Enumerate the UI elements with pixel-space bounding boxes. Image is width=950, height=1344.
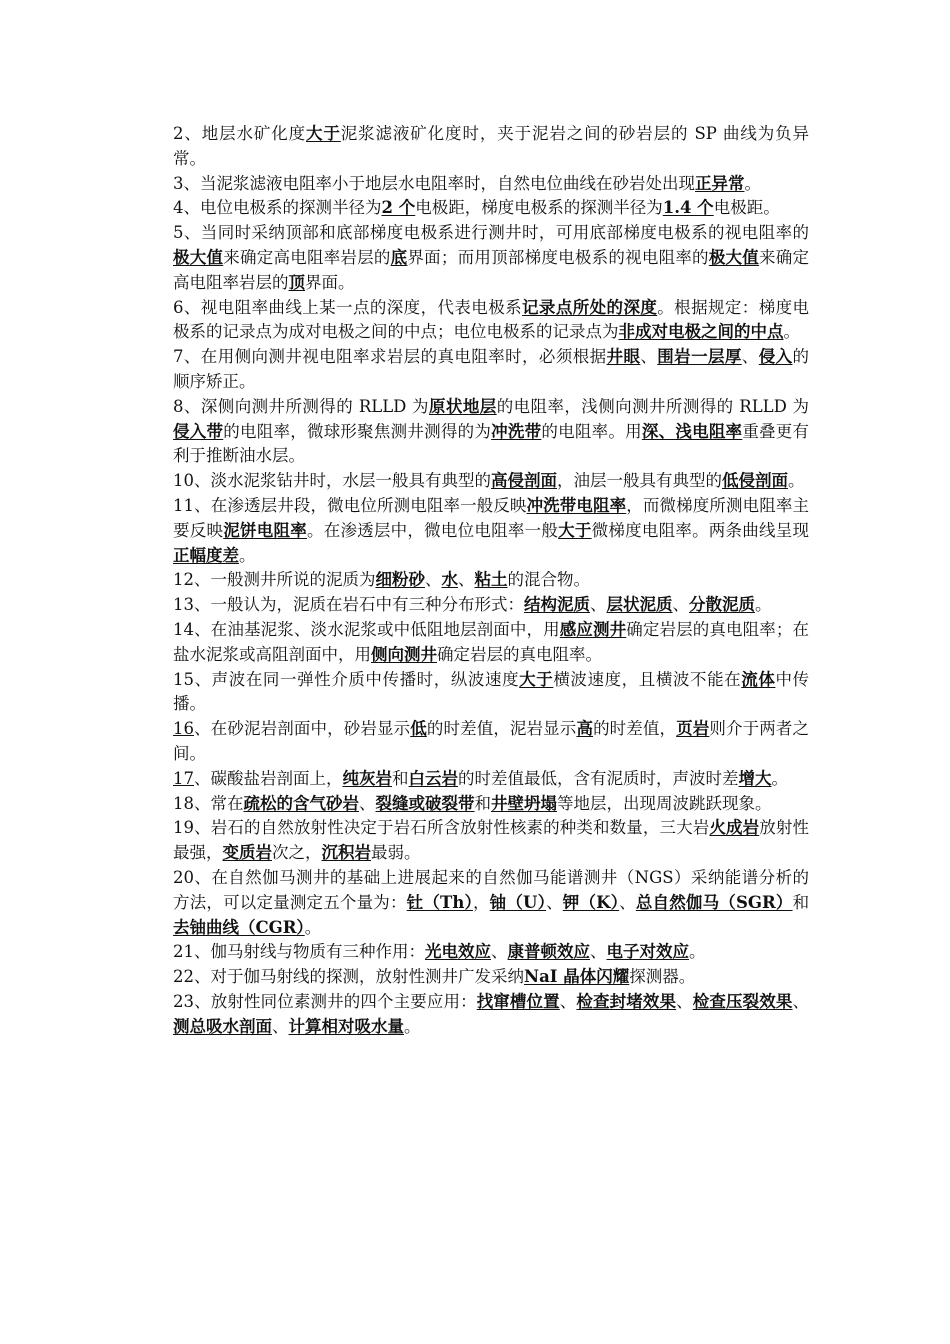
body-text: 、 [640, 347, 658, 367]
body-text: 18、常在 [173, 793, 244, 813]
answer-text: 深、浅电阻率 [641, 421, 743, 441]
answer-text: 电子对效应 [606, 942, 689, 962]
question-paragraph-q20 [173, 866, 809, 940]
body-text: 界面。 [305, 272, 355, 292]
answer-text: 检查封堵效果 [576, 991, 677, 1011]
answer-text: 测总吸水剖面 [173, 1016, 272, 1036]
answer-text: 康普顿效应 [507, 942, 590, 962]
body-text: 11、在渗透层井段，微电位所测电阻率一般反映 [173, 495, 527, 515]
body-text: 、 [272, 1016, 289, 1036]
question-paragraph-q10 [173, 469, 809, 494]
question-paragraph-q6 [173, 296, 809, 346]
body-text: 、 [546, 892, 563, 912]
body-text: 、 [590, 942, 607, 962]
body-text: 10、淡水泥浆钻井时，水层一般具有典型的 [173, 471, 491, 491]
body-text: 确定岩层的真电阻率；在盐水泥浆或高阻剖面中，用 [173, 619, 810, 664]
body-text: 。 [771, 768, 788, 788]
body-text: 横波速度，且横波不能在 [553, 669, 742, 689]
body-text: 、碳酸盐岩剖面上， [194, 768, 343, 788]
question-paragraph-q21 [173, 940, 809, 965]
body-text: 、 [741, 347, 759, 367]
body-text: 、 [458, 570, 475, 590]
answer-text: 冲洗带 [491, 421, 542, 441]
document-body [173, 122, 809, 1039]
body-text: 13、一般认为，泥质在岩石中有三种分布形式： [173, 595, 524, 615]
body-text: 22、对于伽马射线的探测，放射性测井广发采纳 [173, 967, 524, 987]
body-text: 、 [491, 942, 508, 962]
body-text: 。 [788, 471, 805, 491]
body-text: 的时差值，泥岩显示 [426, 719, 577, 739]
answer-text: 增大 [738, 768, 772, 788]
body-text: 中传播。 [173, 669, 810, 714]
body-text: 、 [672, 595, 689, 615]
body-text: ，油层一般具有典型的 [557, 471, 722, 491]
body-text: 放射性最强， [173, 818, 810, 863]
question-paragraph-q7 [173, 345, 809, 395]
answer-text: 检查压裂效果 [692, 991, 793, 1011]
body-text: 、 [590, 595, 607, 615]
question-paragraph-q12 [173, 568, 809, 593]
body-text: 8、深侧向测井所测得的 RLLD 为 [173, 396, 429, 416]
question-paragraph-q2 [173, 122, 809, 172]
answer-text: 去铀曲线（CGR） [173, 917, 305, 937]
answer-text: 极大值 [173, 247, 224, 267]
body-text: 电极距，梯度电极系的探测半径为 [415, 198, 663, 218]
answer-text: 极大值 [708, 247, 760, 267]
question-paragraph-q11 [173, 494, 809, 568]
body-text: 。 [404, 1016, 421, 1036]
body-text: 、 [559, 991, 577, 1011]
question-paragraph-q5 [173, 221, 809, 295]
answer-text: 非成对电极之间的中点 [618, 322, 784, 342]
question-paragraph-q19 [173, 816, 809, 866]
body-text: 的电阻率。用 [541, 421, 642, 441]
body-text: 23、放射性同位素测井的四个主要应用： [173, 991, 477, 1011]
body-text: 的电阻率，浅侧向测井所测得的 RLLD 为 [496, 396, 810, 416]
question-paragraph-q16 [173, 717, 809, 767]
answer-text: 井眼 [606, 347, 641, 367]
body-text: 6、视电阻率曲线上某一点的深度，代表电极系 [173, 297, 523, 317]
question-paragraph-q15 [173, 668, 809, 718]
answer-text: 页岩 [676, 719, 710, 739]
body-text: 15、声波在同一弹性介质中传播时，纵波速度 [173, 669, 520, 689]
body-text: 12、一般测井所说的泥质为 [173, 570, 376, 590]
answer-text: 光电效应 [425, 942, 491, 962]
answer-text: 计算相对吸水量 [288, 1016, 404, 1036]
body-text: 的顺序矫正。 [173, 347, 810, 391]
answer-text: 井壁坍塌 [491, 793, 557, 813]
body-text: 。根据规定：梯度电极系的记录点为成对电极之间的中点；电位电极系的记录点为 [173, 297, 810, 342]
body-text: 19、岩石的自然放射性决定于岩石所含放射性核素的种类和数量，三大岩 [173, 818, 710, 838]
answer-text: 大于 [306, 124, 341, 143]
answer-text: 顶 [288, 272, 305, 292]
answer-text: 层状泥质 [606, 595, 673, 615]
body-text: 微梯度电阻率。两条曲线呈现 [591, 520, 810, 540]
body-text: 5、当同时采纳顶部和底部梯度电极系进行测井时，可用底部梯度电极系的视电阻率的 [173, 223, 809, 243]
answer-text: 铀（U） [489, 892, 547, 912]
question-paragraph-q4 [173, 196, 809, 221]
body-text: 14、在油基泥浆、淡水泥浆或中低阻地层剖面中，用 [173, 619, 560, 639]
answer-text: 低 [410, 719, 427, 739]
body-text: 来确定高电阻率岩层的 [173, 247, 810, 292]
answer-text: 底 [390, 247, 408, 267]
body-text: 探测器。 [629, 967, 696, 987]
answer-text: 围岩一层厚 [657, 347, 742, 367]
question-paragraph-q13 [173, 593, 809, 618]
question-paragraph-q8 [173, 395, 809, 469]
answer-text: 正幅度差 [173, 545, 239, 565]
answer-text: 冲洗带电阻率 [526, 495, 627, 515]
body-text: ，而微梯度所测电阻率主要反映 [173, 495, 810, 540]
body-text: 21、伽马射线与物质有三种作用： [173, 942, 425, 962]
answer-text: 火成岩 [709, 818, 760, 838]
body-text: 。 [744, 173, 761, 193]
body-text: 7、在用侧向测井视电阻率求岩层的真电阻率时，必须根据 [173, 347, 607, 367]
body-text: 的时差值， [593, 719, 677, 739]
answer-text: 高 [576, 719, 594, 739]
question-paragraph-q14 [173, 618, 809, 668]
answer-text: 大于 [519, 669, 554, 689]
body-text: 和 [474, 793, 491, 813]
answer-text: 侵入 [758, 347, 793, 367]
body-text: 次之， [272, 843, 322, 863]
answer-text: 2 个 [381, 198, 416, 218]
answer-text: 找窜槽位置 [476, 991, 560, 1011]
answer-text: 水 [441, 570, 458, 590]
body-text: 、 [792, 991, 810, 1011]
body-text: 。 [755, 595, 772, 615]
answer-text: 钍（Th） [406, 892, 473, 912]
question-paragraph-q22 [173, 965, 809, 990]
body-text: 4、电位电极系的探测半径为 [173, 198, 382, 218]
question-paragraph-q18 [173, 792, 809, 817]
question-number: 16 [173, 719, 194, 739]
body-text: 重叠更有利于推断油水层。 [173, 421, 810, 466]
answer-text: 流体 [741, 669, 776, 689]
body-text: 。在渗透层中，微电位电阻率一般 [306, 520, 559, 540]
body-text: 、 [425, 570, 442, 590]
answer-text: 总自然伽马（SGR） [635, 892, 793, 912]
answer-text: 白云岩 [408, 768, 458, 788]
body-text: 、在砂泥岩剖面中，砂岩显示 [194, 719, 411, 739]
body-text: 。 [239, 545, 256, 565]
answer-text: 纯灰岩 [342, 768, 392, 788]
body-text: 来确定高电阻率岩层的 [223, 247, 391, 267]
answer-text: 泥饼电阻率 [223, 520, 307, 540]
answer-text: 1.4 个 [662, 198, 714, 218]
body-text: 、 [676, 991, 693, 1011]
answer-text: 正异常 [695, 173, 745, 193]
answer-text: 结构泥质 [524, 595, 590, 615]
answer-text: 分散泥质 [689, 595, 755, 615]
body-text: 确定岩层的真电阻率。 [437, 644, 602, 664]
answer-text: 原状地层 [428, 396, 497, 416]
question-paragraph-q17 [173, 767, 809, 792]
answer-text: 裂缝或破裂带 [375, 793, 475, 813]
body-text: 20、在自然伽马测井的基础上进展起来的自然伽马能谱测井（NGS）采纳能谱分析的方法，可以定量测定五个量为： [173, 867, 809, 912]
answer-text: 变质岩 [222, 843, 272, 863]
answer-text: 钾（K） [562, 892, 620, 912]
body-text: 界面；而用顶部梯度电极系的视电阻率的 [407, 247, 709, 267]
question-paragraph-q23 [173, 990, 809, 1040]
body-text: 。 [689, 942, 706, 962]
body-text: 3、当泥浆滤液电阻率小于地层水电阻率时，自然电位曲线在砂岩处出现 [173, 173, 695, 193]
answer-text: 疏松的含气砂岩 [243, 793, 359, 813]
body-text: 的时差值最低，含有泥质时，声波时差 [458, 768, 739, 788]
question-number: 17 [173, 768, 194, 788]
answer-text: 侧向测井 [371, 644, 437, 664]
answer-text: 记录点所处的深度 [522, 297, 658, 317]
body-text: 、 [359, 793, 376, 813]
body-text: 最弱。 [371, 843, 421, 863]
body-text: 泥浆滤液矿化度时，夹于泥岩之间的砂岩层的 SP 曲线为负异常。 [173, 124, 810, 168]
answer-text: 大于 [558, 520, 592, 540]
question-paragraph-q3 [173, 172, 809, 197]
body-text: 的电阻率，微球形聚焦测井测得的为 [223, 421, 492, 441]
answer-text: 沉积岩 [321, 843, 371, 863]
body-text: 电极距。 [713, 198, 780, 218]
body-text: 2、地层水矿化度 [173, 124, 307, 143]
body-text: 和 [392, 768, 409, 788]
body-text: 的混合物。 [507, 570, 590, 590]
body-text: ， [472, 892, 490, 912]
body-text: 等地层，出现周波跳跃现象。 [557, 793, 772, 813]
body-text: 。 [783, 322, 800, 342]
body-text: 、 [619, 892, 636, 912]
body-text: 。 [304, 917, 322, 937]
answer-text: 低侵剖面 [722, 471, 788, 491]
answer-text: NaI 晶体闪耀 [524, 967, 630, 987]
body-text: 和 [792, 892, 810, 912]
body-text: 则介于两者之间。 [173, 719, 810, 763]
answer-text: 感应测井 [559, 619, 627, 639]
answer-text: 侵入带 [173, 421, 224, 441]
answer-text: 细粉砂 [375, 570, 425, 590]
answer-text: 粘土 [474, 570, 508, 590]
answer-text: 高侵剖面 [491, 471, 557, 491]
